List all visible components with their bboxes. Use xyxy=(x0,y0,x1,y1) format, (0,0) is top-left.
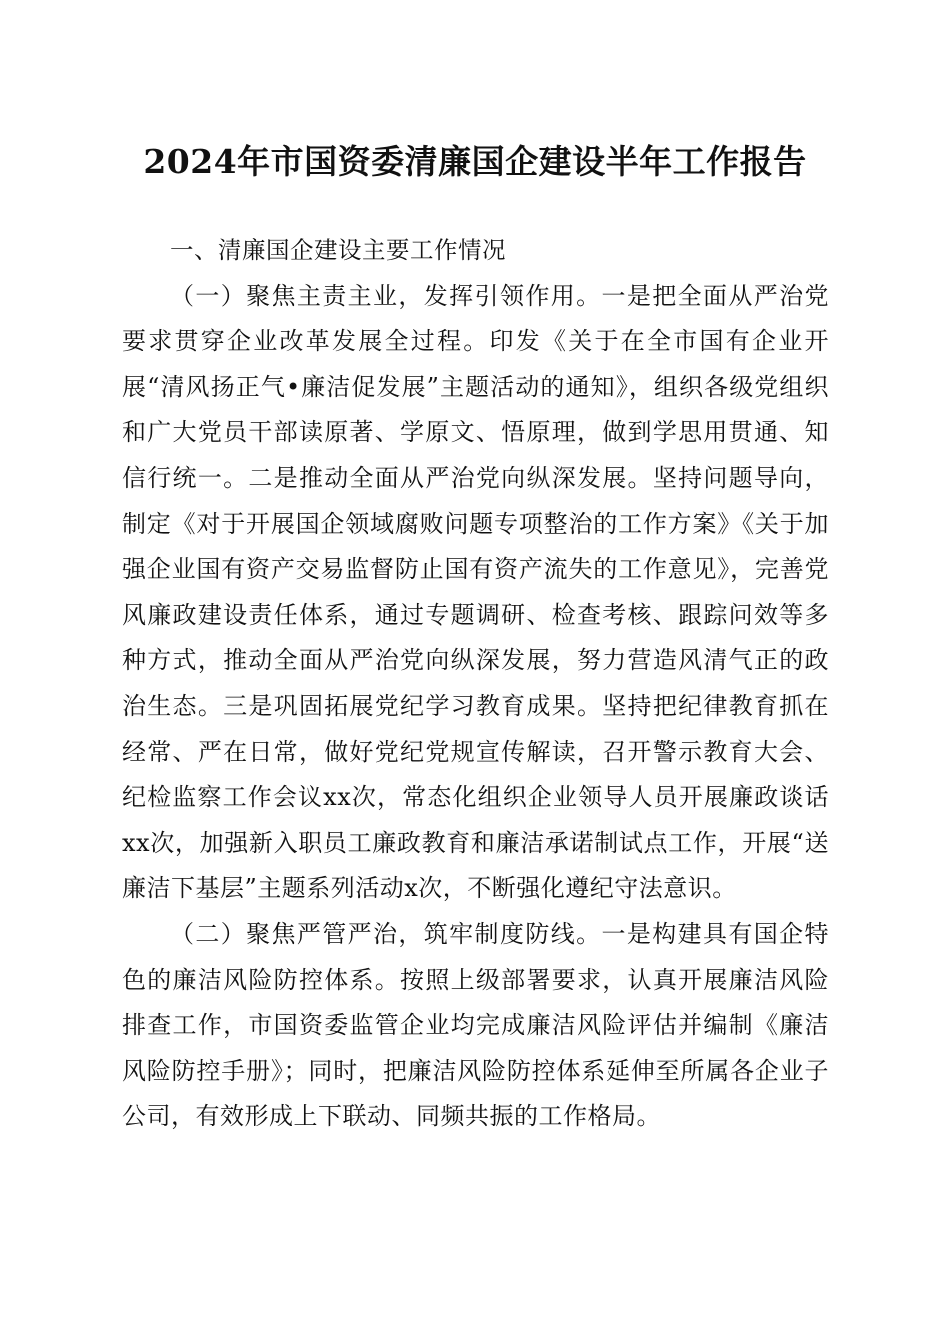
section-heading: 一、清廉国企建设主要工作情况 xyxy=(170,236,506,264)
document-title: 2024年市国资委清廉国企建设半年工作报告 xyxy=(143,142,807,181)
paragraph-2: （二）聚焦严管严治，筑牢制度防线。一是构建具有国企特色的廉洁风险防控体系。按照上级部署要求，认真开展廉洁风险排查工作，市国资委监管企业均完成廉洁风险评估并编制《廉洁风险防控手册》；同时，把廉洁风险防控体系延伸至所属各企业子公司，有效形成上下联动、同频共振的工作格局。 xyxy=(122,919,829,1131)
paragraph-1: （一）聚焦主责主业，发挥引领作用。一是把全面从严治党要求贯穿企业改革发展全过程。印发《关于在全市国有企业开展“清风扬正气•廉洁促发展”主题活动的通知》，组织各级党组织和广大党员干部读原著、学原文、悟原理，做到学思用贯通、知信行统一。二是推动全面从严治党向纵深发展。坚持问题导向，制定《对于开展国企领域腐败问题专项整治的工作方案》《关于加强企业国有资产交易监督防止国有资产流失的工作意见》，完善党风廉政建设责任体系，通过专题调研、检查考核、跟踪问效等多种方式，推动全面从严治党向纵深发展，努力营造风清气正的政治生态。三是巩固拓展党纪学习教育成果。坚持把纪律教育抓在经常、严在日常，做好党纪党规宣传解读，召开警示教育大会、纪检监察工作会议xx次，常态化组织企业领导人员开展廉政谈话xx次，加强新入职员工廉政教育和廉洁承诺制试点工作，开展“送廉洁下基层”主题系列活动x次，不断强化遵纪守法意识。 xyxy=(122,281,829,903)
document-body xyxy=(122,228,829,1140)
